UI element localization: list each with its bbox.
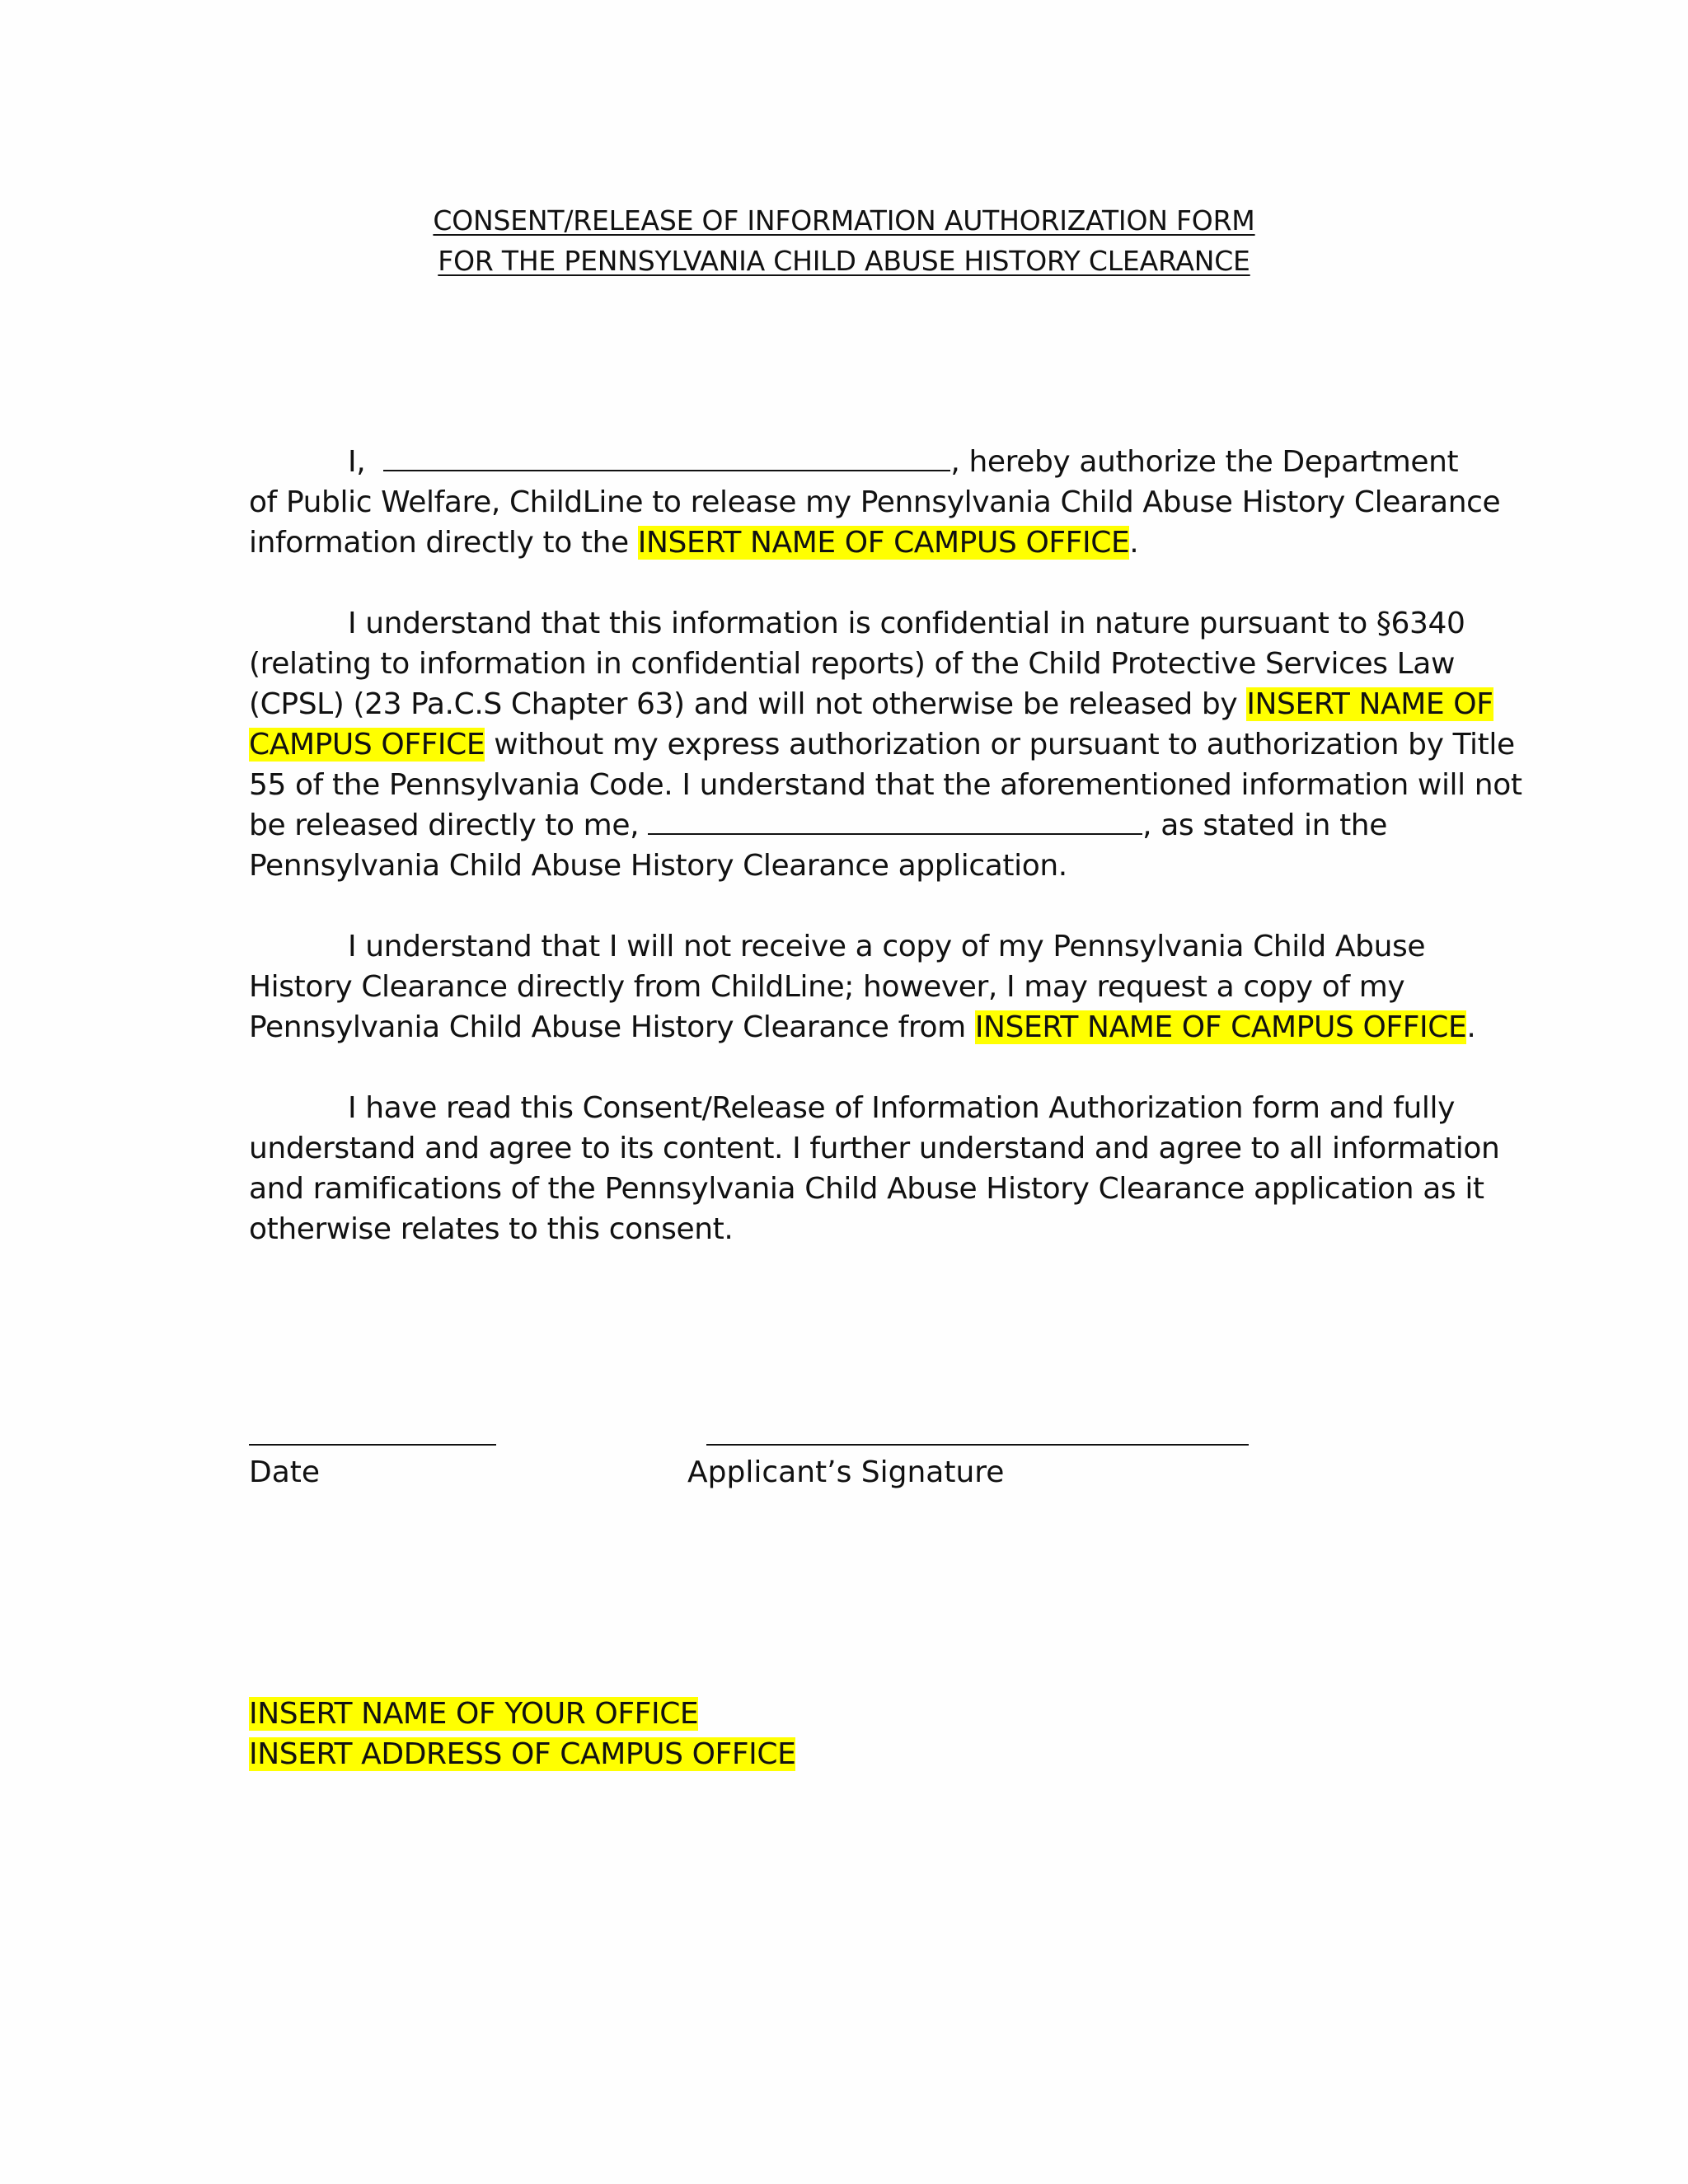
- date-label: Date: [249, 1455, 321, 1489]
- footer-office-name-line: [249, 1694, 698, 1734]
- signature-line[interactable]: [706, 1444, 1249, 1446]
- campus-office-placeholder: INSERT NAME OF: [1246, 687, 1493, 721]
- paragraph-1-line-3: [249, 523, 1138, 563]
- paragraph-3-line-2: History Clearance directly from ChildLine; however, I may request a copy of my: [249, 970, 1405, 1004]
- applicant-signature-label: Applicant’s Signature: [687, 1455, 1005, 1489]
- paragraph-1-line-3-text: information directly to the: [249, 526, 638, 560]
- paragraph-3-line-1: I understand that I will not receive a copy of my Pennsylvania Child Abuse: [348, 930, 1426, 963]
- footer-office-address-line: [249, 1734, 795, 1774]
- paragraph-1-line-2: of Public Welfare, ChildLine to release my Pennsylvania Child Abuse History Clearance: [249, 485, 1501, 519]
- pronoun-text: I,: [348, 445, 366, 479]
- paragraph-2-line-1: I understand that this information is confidential in nature pursuant to §6340: [348, 607, 1465, 640]
- name-blank-field[interactable]: [383, 445, 950, 471]
- period: .: [1466, 1010, 1476, 1044]
- paragraph-3-line-3: [249, 1007, 1475, 1047]
- paragraph-2-line-3: [249, 684, 1493, 724]
- paragraph-2-line-6: [249, 805, 1387, 846]
- applicant-blank-field[interactable]: [648, 808, 1142, 835]
- campus-office-placeholder: INSERT NAME OF CAMPUS OFFICE: [637, 526, 1130, 560]
- paragraph-2-line-5: 55 of the Pennsylvania Code. I understand that the aforementioned information will not: [249, 768, 1522, 802]
- paragraph-2-line-3-text: (CPSL) (23 Pa.C.S Chapter 63) and will not otherwise be released by: [249, 687, 1247, 721]
- paragraph-2-line-4: [249, 724, 1515, 765]
- paragraph-2-line-4-text: without my express authorization or pursuant to authorization by Title: [485, 728, 1515, 762]
- paragraph-3-line-3-text: Pennsylvania Child Abuse History Clearance from: [249, 1010, 975, 1044]
- date-line[interactable]: [249, 1444, 496, 1446]
- paragraph-4-line-4: otherwise relates to this consent.: [249, 1212, 734, 1246]
- paragraph-1-line-1: [348, 442, 1458, 482]
- office-name-placeholder: INSERT NAME OF YOUR OFFICE: [249, 1697, 699, 1731]
- paragraph-2-line-2: (relating to information in confidential reports) of the Child Protective Services Law: [249, 647, 1456, 681]
- form-title-line-2: FOR THE PENNSYLVANIA CHILD ABUSE HISTORY CLEARANCE: [438, 245, 1250, 277]
- period: .: [1129, 526, 1139, 560]
- campus-office-placeholder: CAMPUS OFFICE: [249, 728, 485, 762]
- paragraph-4-line-3: and ramifications of the Pennsylvania Child Abuse History Clearance application as it: [249, 1172, 1484, 1206]
- authorize-text: , hereby authorize the Department: [950, 445, 1459, 479]
- form-title-line-1: CONSENT/RELEASE OF INFORMATION AUTHORIZATION FORM: [433, 204, 1255, 237]
- paragraph-4-line-2: understand and agree to its content. I further understand and agree to all information: [249, 1132, 1500, 1165]
- paragraph-2-line-6-end: , as stated in the: [1142, 808, 1387, 842]
- paragraph-4-line-1: I have read this Consent/Release of Information Authorization form and fully: [348, 1091, 1456, 1125]
- paragraph-2-line-6-text: be released directly to me,: [249, 808, 649, 842]
- office-address-placeholder: INSERT ADDRESS OF CAMPUS OFFICE: [249, 1737, 796, 1771]
- campus-office-placeholder: INSERT NAME OF CAMPUS OFFICE: [974, 1010, 1467, 1044]
- paragraph-2-line-7: Pennsylvania Child Abuse History Clearance application.: [249, 849, 1067, 883]
